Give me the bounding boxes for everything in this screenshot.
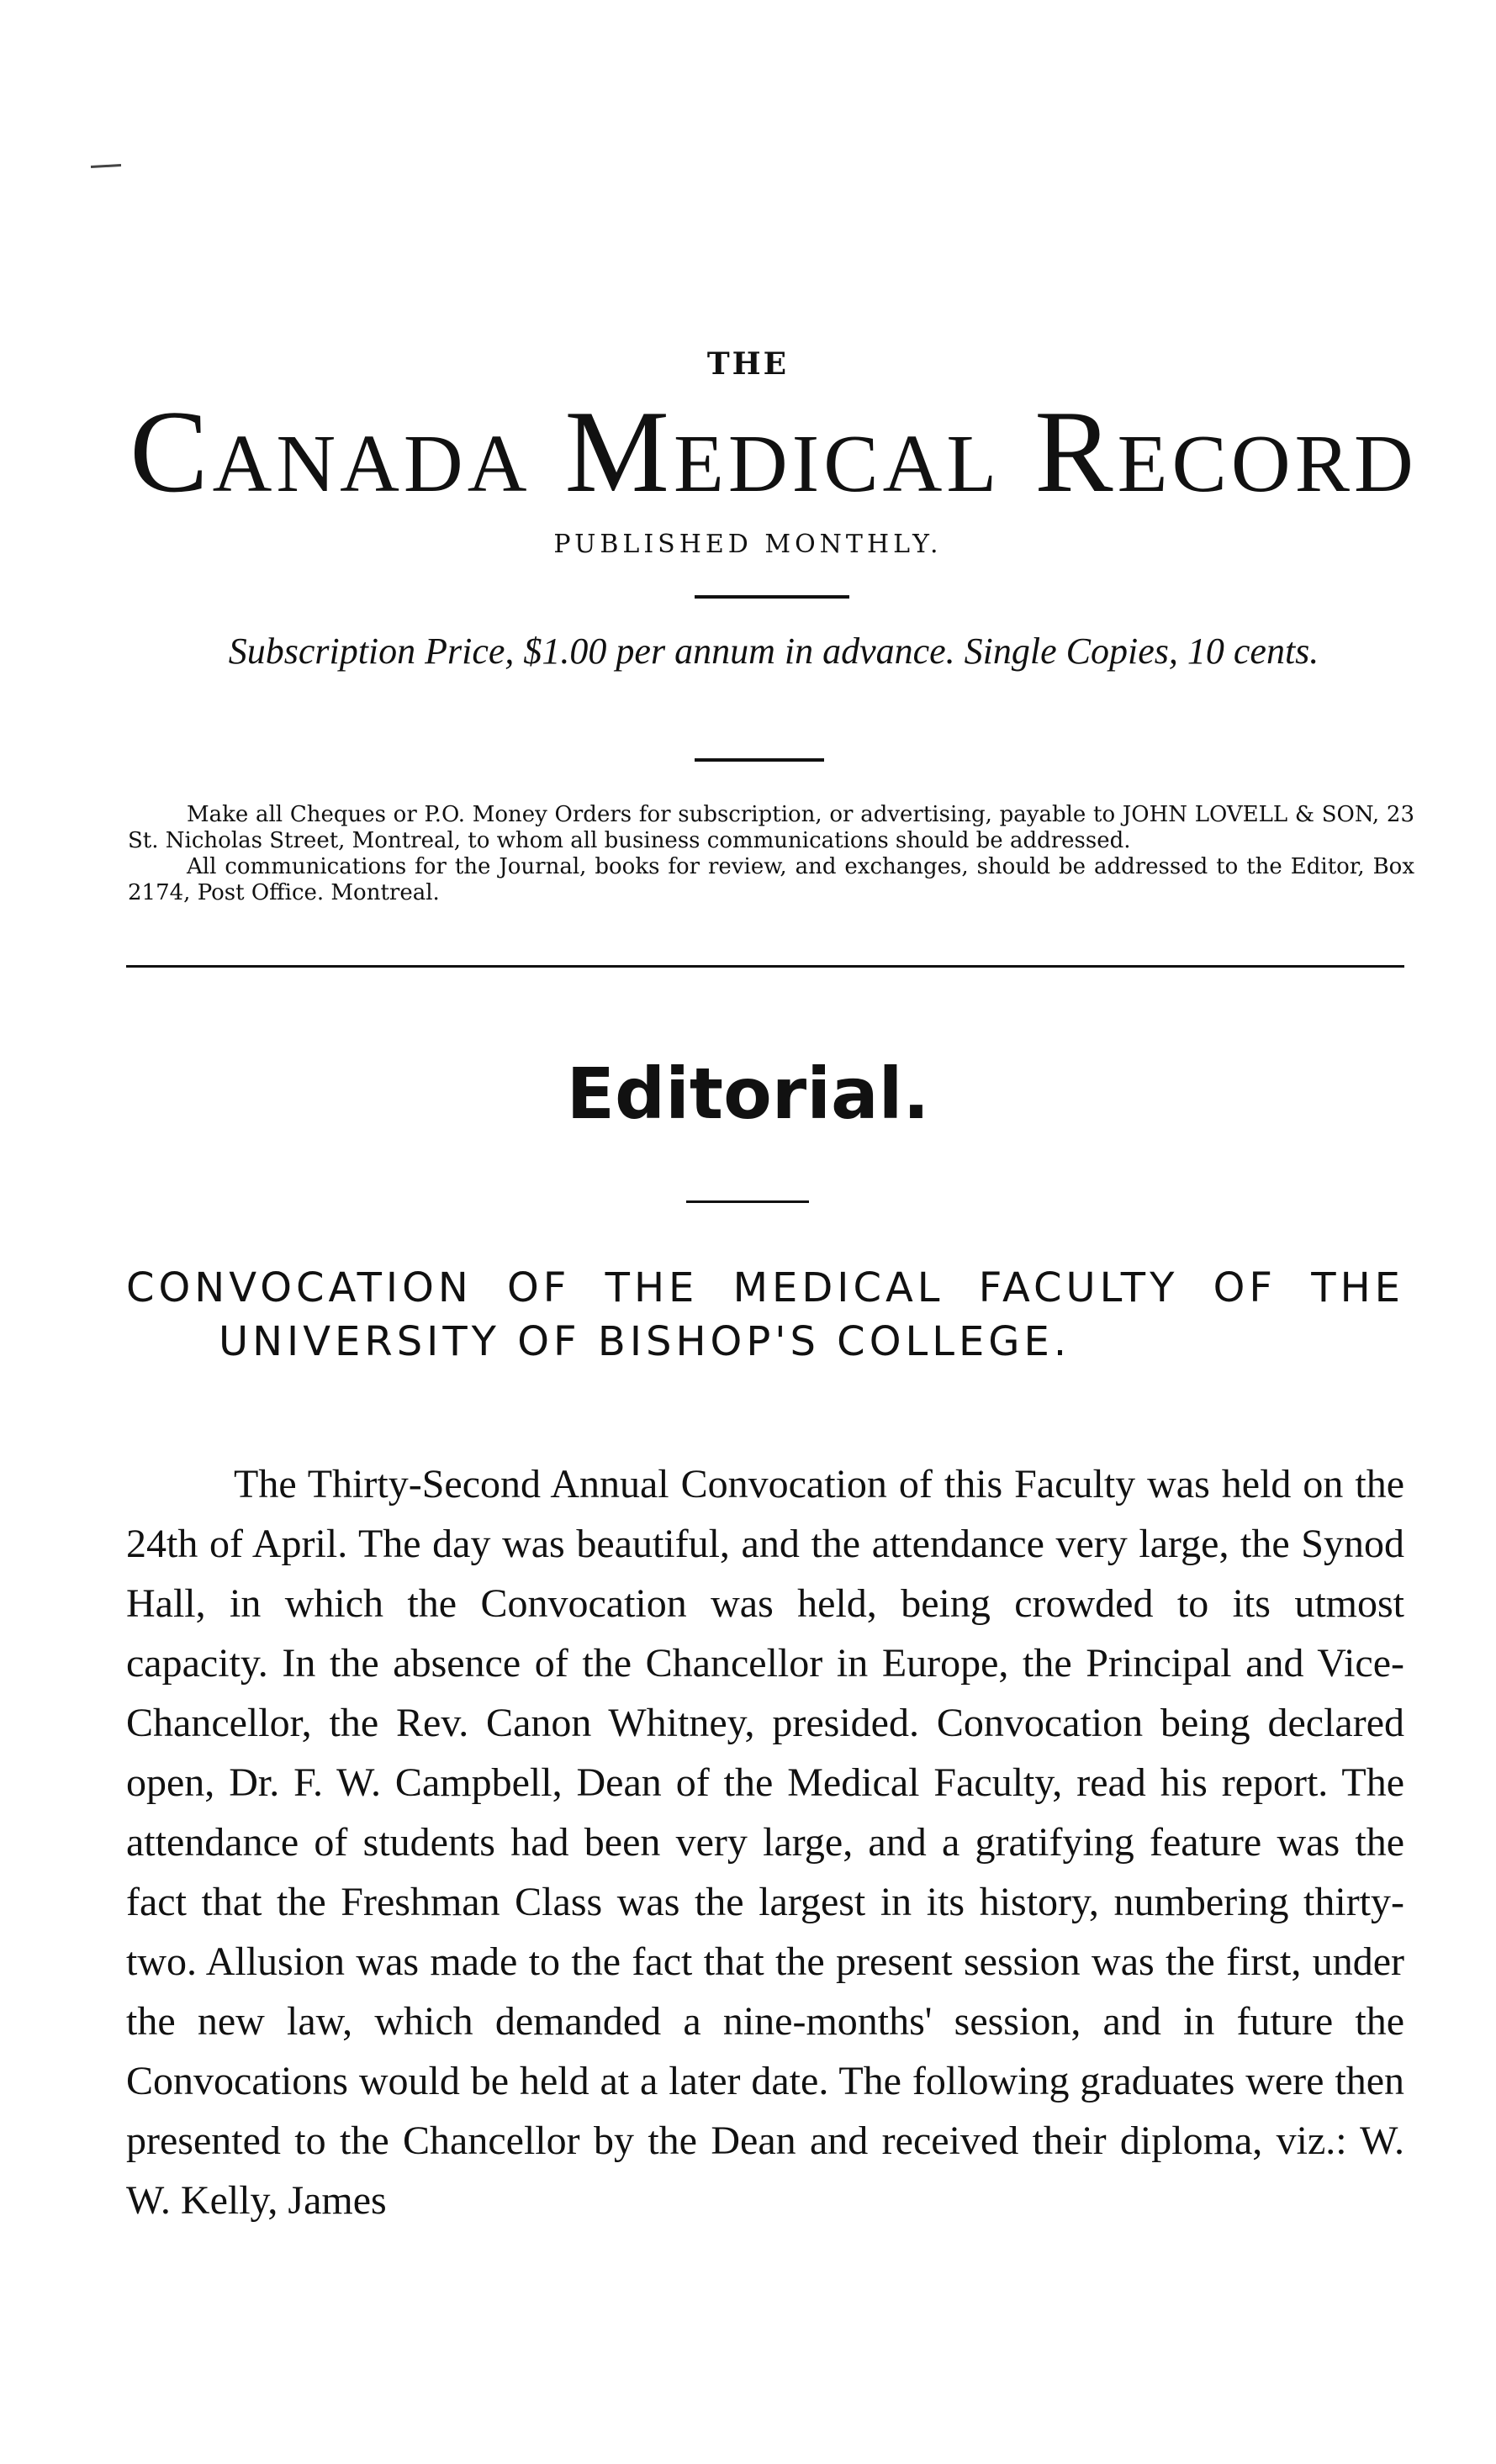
stray-ink-mark xyxy=(91,164,121,168)
article-body: The Thirty-Second Annual Convocation of this Faculty was held on the 24th of April. The day was beautiful, and the attendance very large, the Synod Hall, in which the Convocation was held, being crowded to its utmost capacity. In the absence of the Chancellor in Europe, the Principal and Vice-Chancellor, the Rev. Canon Whitney, presided. Convocation being declared open, Dr. F. W. Campbell, Dean of the Medical Faculty, read his report. The attendance of students had been very large, and a gratifying feature was the fact that the Freshman Class was the largest in its history, numbering thirty-two. Allusion was made to the fact that the present session was the first, under the new law, which demanded a nine-months' session, and in future the Convocations would be held at a later date. The following graduates were then presented to the Chancellor by the Dean and received their diploma, viz.: W. W. Kelly, James xyxy=(126,1462,1404,2223)
publisher-notice xyxy=(128,802,1414,906)
divider-rule xyxy=(695,758,824,762)
publication-frequency: PUBLISHED MONTHLY. xyxy=(553,530,943,559)
payment-notice: Make all Cheques or P.O. Money Orders for subscription, or advertising, payable to JOHN LOVELL & SON, 23 St. Nicholas Street, Montreal, to whom all business communications should be addressed. xyxy=(128,802,1414,853)
masthead-article: THE xyxy=(706,346,790,382)
subscription-price: Subscription Price, $1.00 per annum in advance. Single Copies, 10 cents. xyxy=(228,631,1319,672)
masthead-title: Canada Medical Record xyxy=(130,387,1418,517)
divider-rule xyxy=(686,1200,809,1203)
article-headline: CONVOCATION OF THE MEDICAL FACULTY OF THE UNIVERSITY OF BISHOP'S COLLEGE. xyxy=(126,1264,1404,1365)
header-bottom-rule xyxy=(126,965,1404,968)
divider-rule xyxy=(695,595,849,599)
section-title: Editorial. xyxy=(566,1053,930,1135)
correspondence-notice: All communications for the Journal, books for review, and exchanges, should be addressed to the Editor, Box 2174, Post Office. Montreal. xyxy=(128,854,1414,905)
